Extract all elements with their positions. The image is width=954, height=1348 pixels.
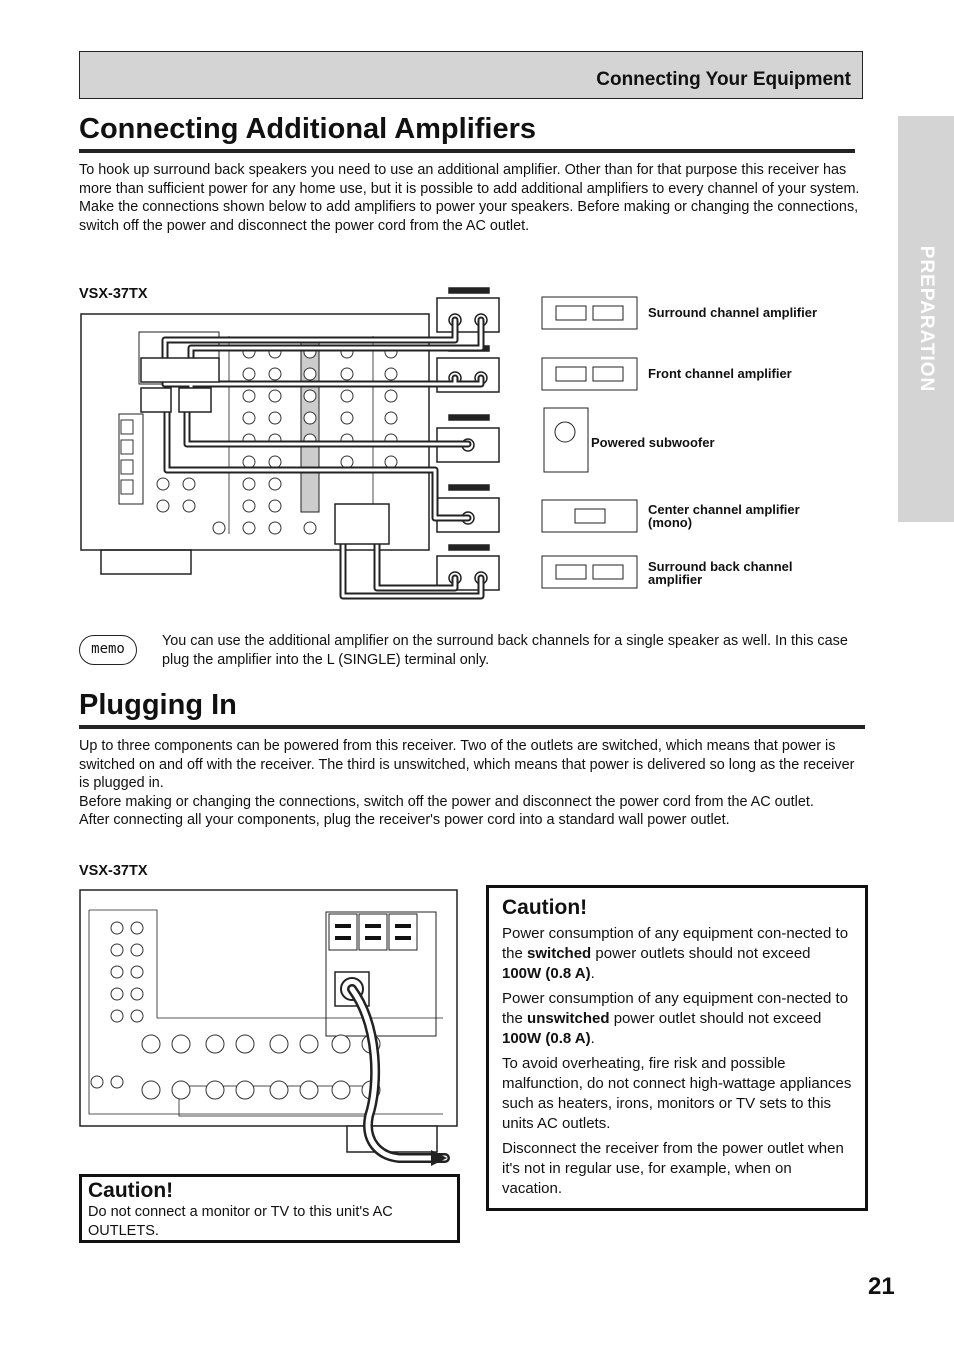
- side-tab-label: PREPARATION: [916, 245, 937, 393]
- caution-box-small: [79, 1174, 460, 1243]
- caution-title: Caution!: [502, 896, 588, 919]
- caution-title: Caution!: [88, 1179, 174, 1202]
- caution-box-large: [486, 885, 868, 1211]
- label-center-amp: Center channel amplifier (mono): [648, 502, 800, 530]
- memo-text: You can use the additional amplifier on the surround back channels for a single speaker as well. In this case plug the amplifier into the L (SINGLE) terminal only.: [162, 633, 848, 668]
- section-title: Connecting Your Equipment: [596, 69, 851, 90]
- amp-input-connectors: [437, 288, 499, 590]
- caution-p1: Power consumption of any equipment con-nected to the switched power outlets should not exceed 100W (0.8 A).: [502, 925, 849, 982]
- model-label: VSX-37TX: [79, 863, 148, 879]
- label-subwoofer: Powered subwoofer: [591, 435, 715, 450]
- label-front-amp: Front channel amplifier: [648, 366, 792, 381]
- model-label: VSX-37TX: [79, 286, 148, 302]
- section-header-bar: [79, 51, 863, 99]
- arrow-icon: [431, 1150, 447, 1166]
- amps-heading: Connecting Additional Amplifiers: [79, 113, 537, 145]
- caution-p4: Disconnect the receiver from the power outlet when it's not in regular use, for example, when on vacation.: [502, 1140, 844, 1197]
- caution-text: Do not connect a monitor or TV to this unit's AC OUTLETS.: [88, 1204, 393, 1239]
- plugging-body: Up to three components can be powered from this receiver. Two of the outlets are switched, which means that power is switched on and off with the receiver. The third is unswitched, which means that power is delivered so long as the receiver is plugged in. Before making or changing the connections, switch off the power and disconnect the power cord from the AC outlet. After connecting all your components, plug the receiver's power cord into a standard wall power outlet.: [79, 738, 855, 828]
- amplifier-connection-diagram: [79, 284, 879, 604]
- label-surround-amp: Surround channel amplifier: [648, 305, 818, 320]
- ac-outlet-diagram: [79, 886, 479, 1176]
- page-number: 21: [868, 1273, 895, 1300]
- memo-icon: memo: [79, 635, 137, 665]
- label-surround-back-amp: Surround back channel amplifier: [648, 559, 793, 587]
- side-tab: [898, 116, 954, 522]
- heading-rule: [79, 149, 855, 153]
- plugging-heading: Plugging In: [79, 689, 237, 721]
- caution-p3: To avoid overheating, fire risk and possible malfunction, do not connect high-wattage appliances such as heaters, irons, monitors or TV sets to this units AC outlets.: [502, 1055, 852, 1132]
- caution-p2: Power consumption of any equipment con-nected to the unswitched power outlet should not exceed 100W (0.8 A).: [502, 990, 849, 1047]
- amps-intro: To hook up surround back speakers you need to use an additional amplifier. Other than for that purpose this receiver has more than sufficient power for any home use, but it is possible to add additional amplifiers to every channel of your system. Make the connections shown below to add amplifiers to power your speakers. Before making or changing the connections, switch off the power and disconnect the power cord from the AC outlet.: [79, 162, 860, 234]
- heading-rule: [79, 725, 865, 729]
